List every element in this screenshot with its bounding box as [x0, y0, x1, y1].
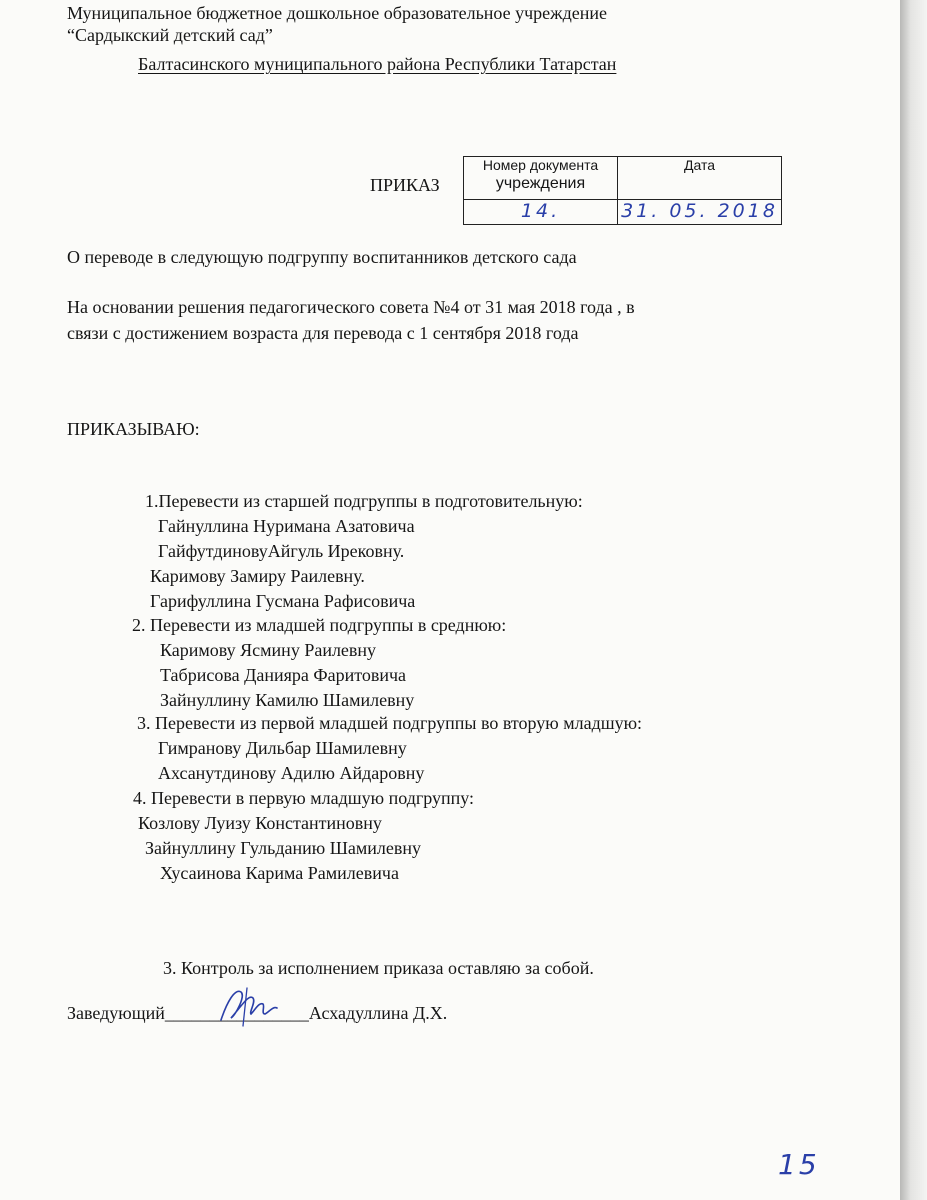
signature-blank: ________________: [164, 1003, 309, 1023]
item-1-child: Гарифуллина Гусмана Рафисовича: [150, 591, 416, 611]
header-line-2: “Сардыкский детский сад”: [67, 25, 273, 45]
date-header-cell: Дата: [618, 157, 782, 200]
item-1-child: Каримову Замиру Раилевну.: [150, 566, 365, 586]
number-header-line-1: Номер документа: [482, 157, 599, 173]
item-2-title: 2. Перевести из младшей подгруппы в среднюю:: [132, 615, 507, 635]
control-clause: 3. Контроль за исполнением приказа оставляю за собой.: [163, 958, 594, 978]
item-2-child: Табрисова Данияра Фаритовича: [160, 665, 407, 685]
signatory-name: Асхадуллина Д.Х.: [308, 1003, 448, 1023]
item-1-child: ГайфутдиновуАйгуль Ирековну.: [158, 541, 405, 561]
number-header-cell: [464, 157, 618, 200]
date-value-cell: [618, 200, 782, 225]
basis-line-1: На основании решения педагогического совета №4 от 31 мая 2018 года , в: [67, 297, 635, 317]
item-1-title: 1.Перевести из старшей подгруппы в подготовительную:: [145, 491, 583, 511]
document-number: 14.: [520, 200, 561, 222]
item-2-child: Каримову Ясмину Раилевну: [160, 640, 377, 660]
signatory-position: Заведующий: [67, 1003, 165, 1023]
basis-line-2: связи с достижением возраста для перевода с 1 сентября 2018 года: [67, 323, 579, 343]
item-3-child: Гимранову Дильбар Шамилевну: [158, 738, 407, 758]
header-line-3: Балтасинского муниципального района Республики Татарстан: [138, 54, 617, 74]
order-word: ПРИКАЗЫВАЮ:: [67, 419, 200, 439]
item-1-child: Гайнуллина Нуримана Азатовича: [158, 516, 415, 536]
scan-edge: [900, 0, 927, 1200]
registration-table: [463, 156, 782, 225]
number-value-cell: [464, 200, 618, 225]
number-header-line-2: учреждения: [495, 175, 586, 192]
page-number: 15: [778, 1148, 820, 1181]
document-date: 31. 05. 2018: [621, 200, 778, 222]
item-4-child: Хусаинова Карима Рамилевича: [160, 863, 399, 883]
item-4-title: 4. Перевести в первую младшую подгруппу:: [133, 788, 475, 808]
header-line-1: Муниципальное бюджетное дошкольное образовательное учреждение: [67, 3, 607, 23]
item-3-child: Ахсанутдинову Адилю Айдаровну: [158, 763, 425, 783]
item-4-child: Козлову Луизу Константиновну: [138, 813, 382, 833]
order-subject: О переводе в следующую подгруппу воспитанников детского сада: [67, 247, 577, 267]
item-4-child: Зайнуллину Гульданию Шамилевну: [145, 838, 421, 858]
item-3-title: 3. Перевести из первой младшей подгруппы во вторую младшую:: [137, 713, 643, 733]
order-title: ПРИКАЗ: [370, 175, 440, 195]
handwritten-signature-icon: [213, 982, 283, 1032]
item-2-child: Зайнуллину Камилю Шамилевну: [160, 690, 415, 710]
